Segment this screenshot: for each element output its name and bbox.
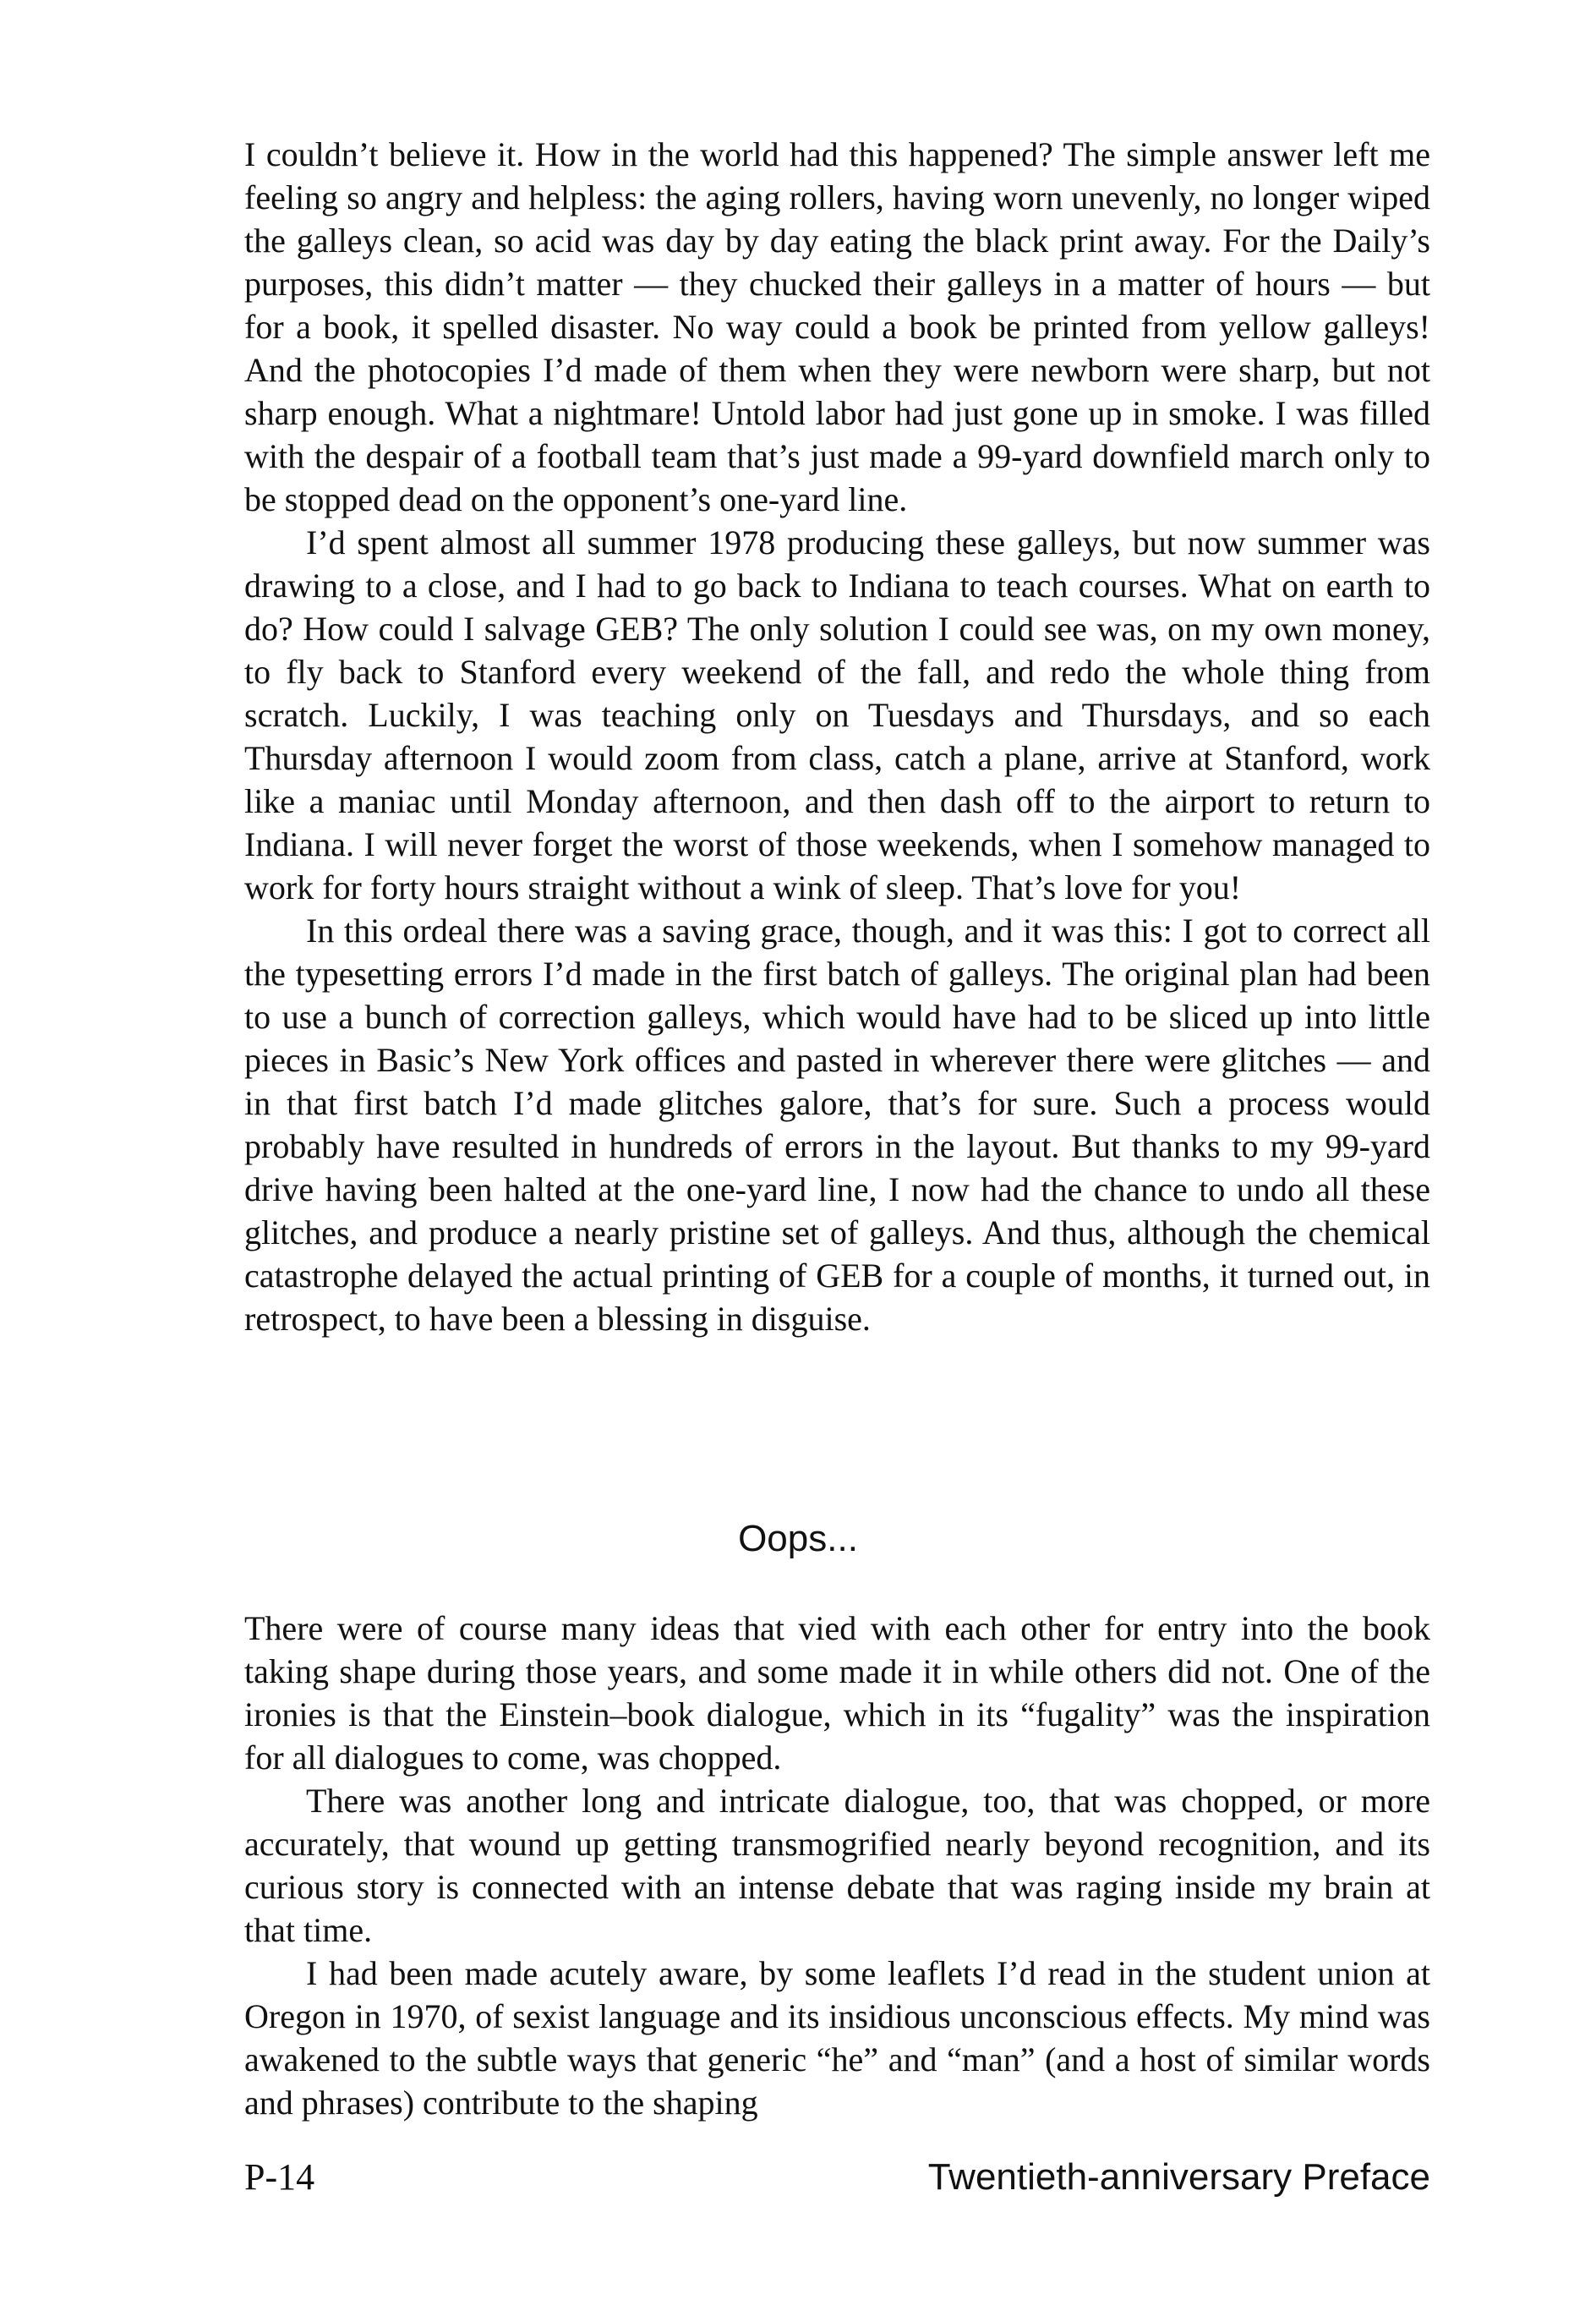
paragraph: I couldn’t believe it. How in the world had this happened? The simple answer left me feeling so angry and helpless: the aging rollers, having worn unevenly, no longer wiped the galleys clean, so acid was day by day eating the black print away. For the Daily’s purposes, this didn’t matter — they chucked their galleys in a matter of hours — but for a book, it spelled disaster. No way could a book be printed from yellow galleys! And the photocopies I’d made of them when they were newborn were sharp, but not sharp enough. What a nightmare! Untold labor had just gone up in smoke. I was filled with the despair of a football team that’s just made a 99-yard downfield march only to be stopped dead on the opponent’s one-yard line.: [244, 135, 1430, 518]
paragraph: I had been made acutely aware, by some leaflets I’d read in the student union at Oregon in 1970, of sexist language and its insidious unconscious effects. My mind was awakened to the subtle ways that generic “he” and “man” (and a host of similar words and phrases) contribute to the shaping: [244, 1954, 1430, 2122]
paragraph: I’d spent almost all summer 1978 producing these galleys, but now summer was drawing to a close, and I had to go back to Indiana to teach courses. What on earth to do? How could I salvage GEB? The only solution I could see was, on my own money, to fly back to Stanford every weekend of the fall, and redo the whole thing from scratch. Luckily, I was teaching only on Tuesdays and Thursdays, and so each Thursday afternoon I would zoom from class, catch a plane, arrive at Stanford, work like a maniac until Monday afternoon, and then dash off to the airport to return to Indiana. I will never forget the worst of those weekends, when I somehow managed to work for forty hours straight without a wink of sleep. That’s love for you!: [244, 523, 1430, 906]
paragraph: There was another long and intricate dialogue, too, that was chopped, or more accurately, that wound up getting transmogrified nearly beyond recognition, and its curious story is connected with an intense debate that was raging inside my brain at that time.: [244, 1782, 1430, 1949]
page-footer: [244, 2152, 1430, 2203]
page-number: P-14: [244, 2156, 315, 2198]
paragraph: In this ordeal there was a saving grace, though, and it was this: I got to correct all the typesetting errors I’d made in the first batch of galleys. The original plan had been to use a bunch of correction galleys, which would have had to be sliced up into little pieces in Basic’s New York offices and pasted in wherever there were glitches — and in that first batch I’d made glitches galore, that’s for sure. Such a process would probably have resulted in hundreds of errors in the layout. But thanks to my 99-yard drive having been halted at the one-yard line, I now had the chance to undo all these glitches, and produce a nearly pristine set of galleys. And thus, although the chemical catastrophe delayed the actual printing of GEB for a couple of months, it turned out, in retrospect, to have been a blessing in disguise.: [244, 912, 1430, 1338]
section-heading: Oops...: [738, 1518, 858, 1559]
running-title: Twentieth-anniversary Preface: [927, 2156, 1430, 2198]
paragraph: There were of course many ideas that vied with each other for entry into the book taking shape during those years, and some made it in while others did not. One of the ironies is that the Einstein–book dialogue, which in its “fugality” was the inspiration for all dialogues to come, was chopped.: [244, 1609, 1430, 1777]
body-text-section-2: [244, 1607, 1430, 2124]
body-text-section-1: [244, 133, 1430, 1340]
